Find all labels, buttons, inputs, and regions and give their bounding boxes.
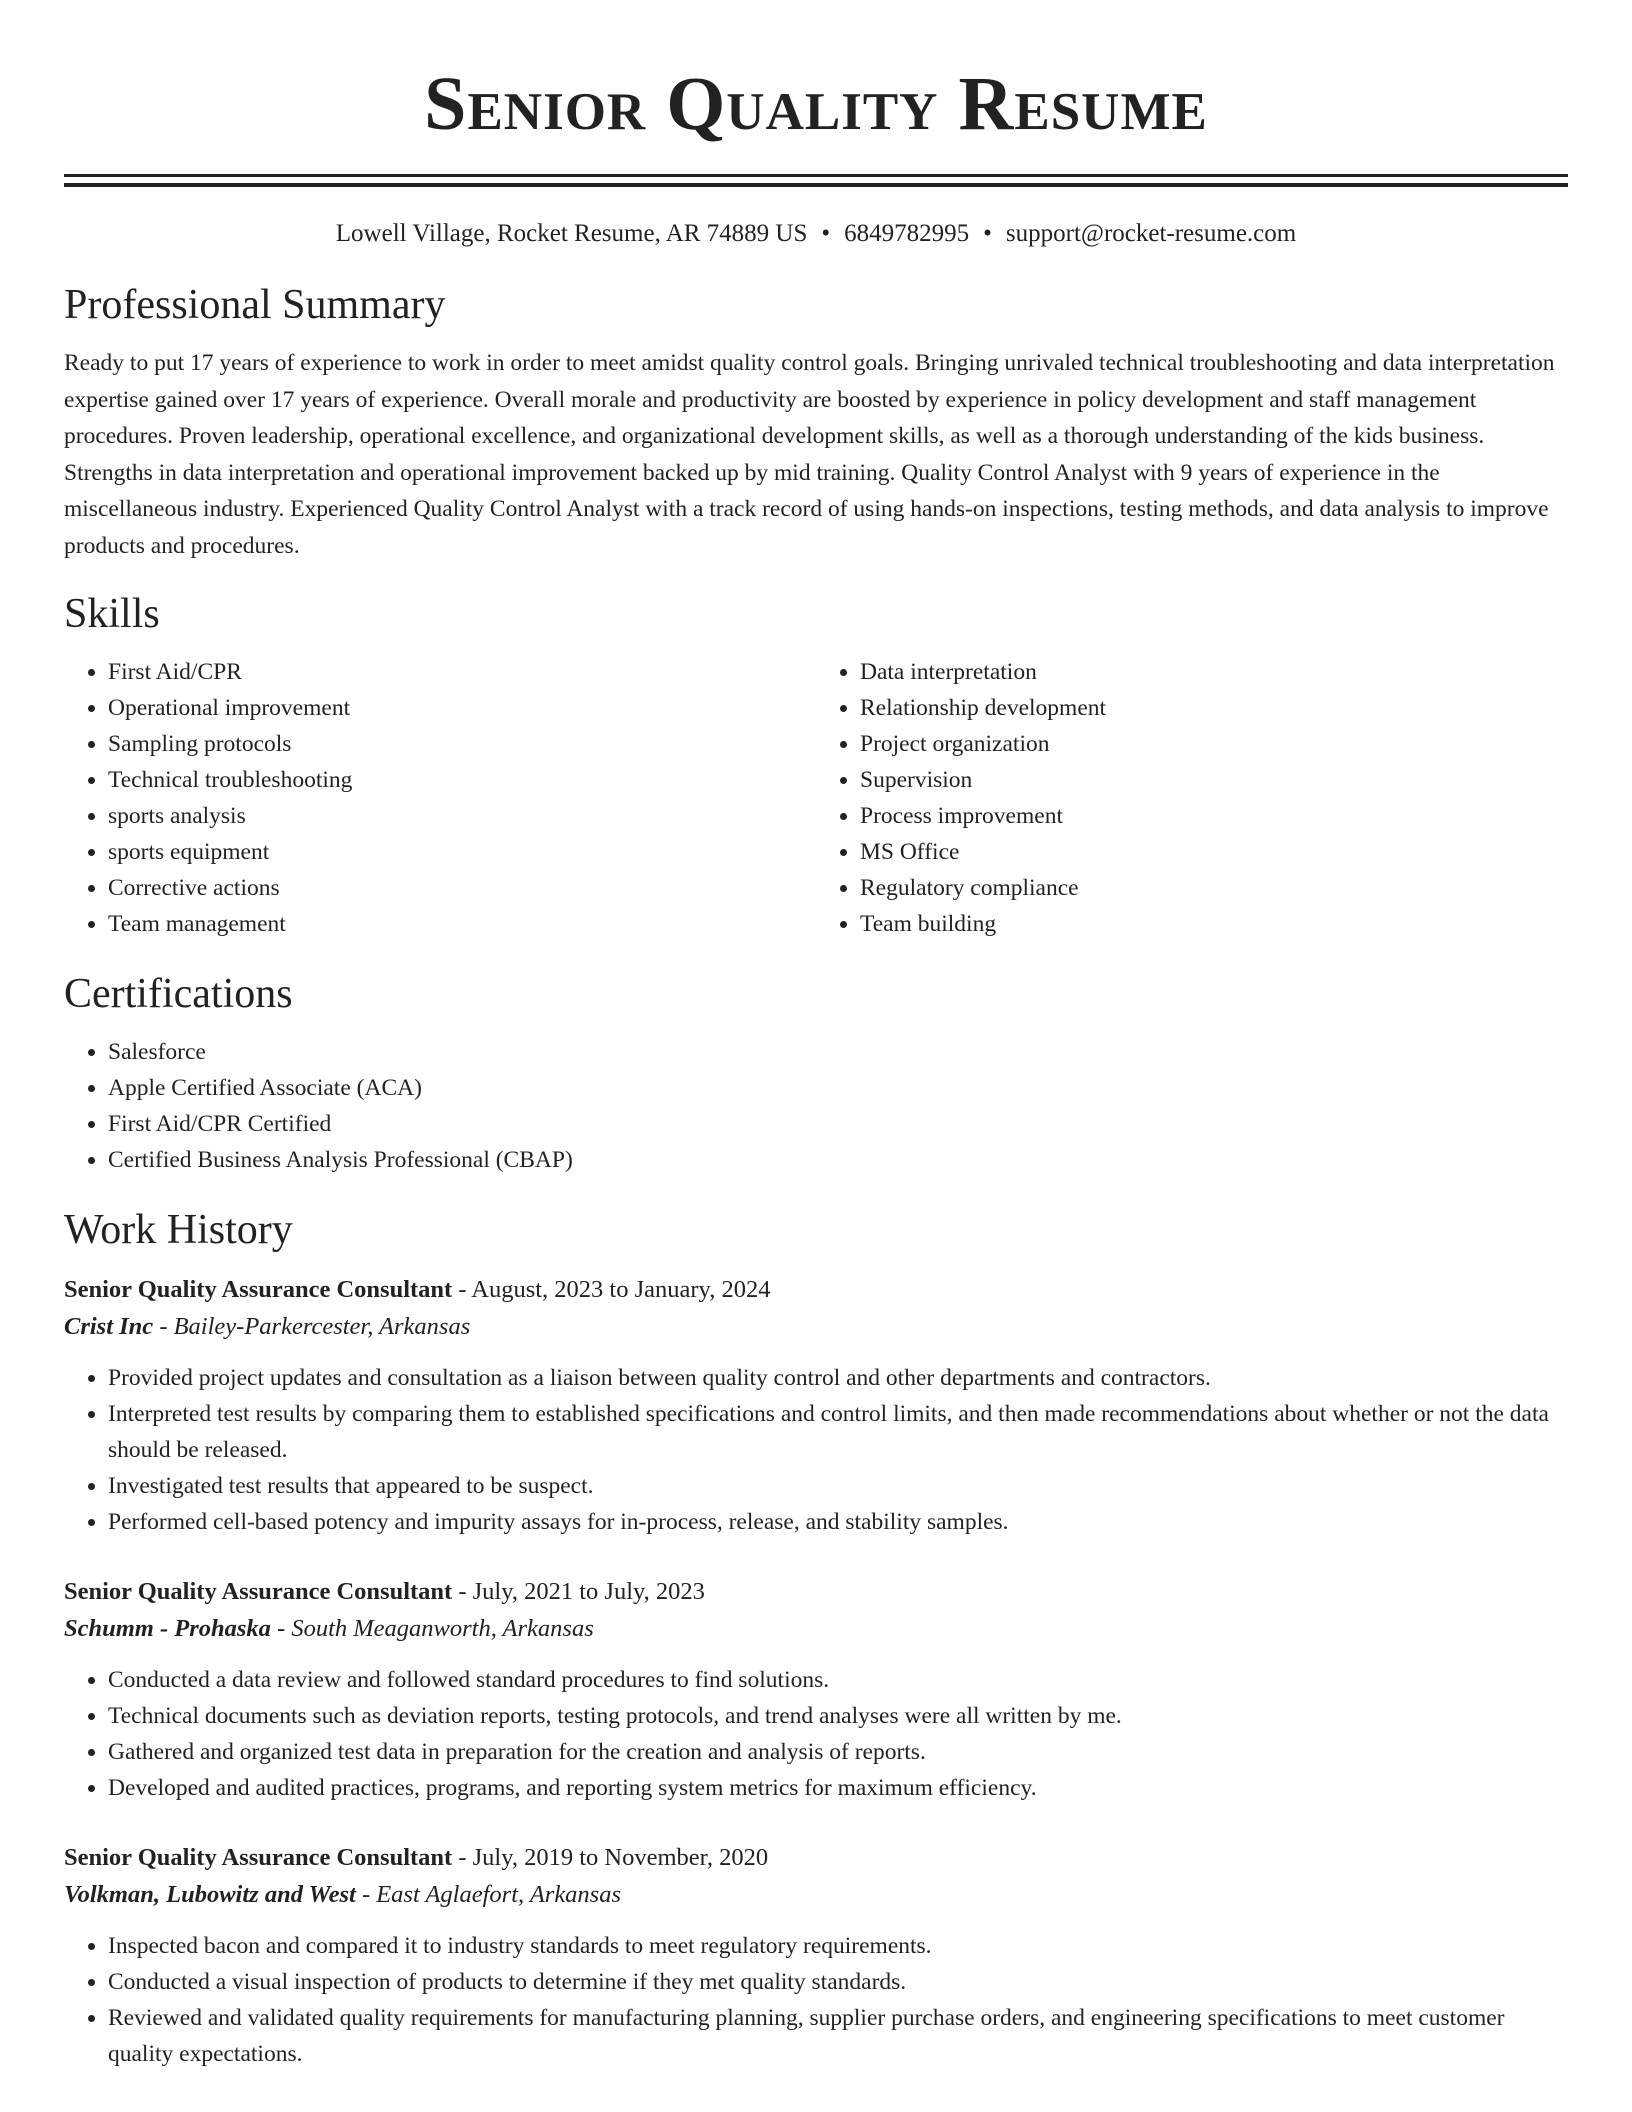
skill-item: • Regulatory compliance — [860, 870, 1568, 906]
summary-section — [64, 279, 1568, 564]
skill-item: • Operational improvement — [108, 690, 816, 726]
skill-item: • Corrective actions — [108, 870, 816, 906]
skill-item: • Sampling protocols — [108, 726, 816, 762]
job-company-line — [64, 1876, 1568, 1914]
job-dates: - July, 2021 to July, 2023 — [452, 1578, 705, 1605]
skill-item: • MS Office — [860, 834, 1568, 870]
job-bullets — [64, 1928, 1568, 2072]
certifications-section — [64, 968, 1568, 1178]
contact-separator: • — [821, 220, 831, 247]
job-entry — [64, 1574, 1568, 1806]
job-bullet: • Technical documents such as deviation reports, testing protocols, and trend analyses were all written by me. — [108, 1698, 1568, 1734]
skill-item: • Process improvement — [860, 798, 1568, 834]
skill-item: • Supervision — [860, 762, 1568, 798]
skills-columns — [64, 654, 1568, 942]
job-company-line — [64, 1610, 1568, 1648]
skill-item: • Data interpretation — [860, 654, 1568, 690]
job-entry — [64, 1272, 1568, 1540]
certification-item: • Salesforce — [108, 1034, 1568, 1070]
work-history-section — [64, 1204, 1568, 2072]
job-bullets — [64, 1662, 1568, 1806]
title-divider — [64, 174, 1568, 187]
skill-item: • First Aid/CPR — [108, 654, 816, 690]
job-bullet: • Investigated test results that appeared to be suspect. — [108, 1468, 1568, 1504]
job-dates: - July, 2019 to November, 2020 — [452, 1844, 769, 1871]
job-location: - South Meaganworth, Arkansas — [270, 1615, 594, 1642]
job-company: Schumm - Prohaska — [64, 1615, 271, 1642]
job-company-line — [64, 1308, 1568, 1346]
contact-email: support@rocket-resume.com — [1005, 220, 1297, 247]
job-entry — [64, 1840, 1568, 2072]
resume-title: Senior Quality Resume — [424, 62, 1208, 146]
job-company: Crist Inc — [64, 1313, 154, 1340]
skills-section — [64, 588, 1568, 942]
certification-item: • First Aid/CPR Certified — [108, 1106, 1568, 1142]
job-bullet: • Interpreted test results by comparing them to established specifications and control limits, and then made recommendations about whether or not the data should be released. — [108, 1396, 1568, 1468]
job-bullet: • Conducted a data review and followed standard procedures to find solutions. — [108, 1662, 1568, 1698]
skills-heading: Skills — [64, 591, 160, 637]
contact-phone: 6849782995 — [844, 220, 970, 247]
job-title-line — [64, 1574, 1568, 1610]
job-bullet: • Conducted a visual inspection of products to determine if they met quality standards. — [108, 1964, 1568, 2000]
contact-address: Lowell Village, Rocket Resume, AR 74889 US — [335, 220, 808, 247]
job-bullet: • Provided project updates and consultation as a liaison between quality control and other departments and contractors. — [108, 1360, 1568, 1396]
job-role: Senior Quality Assurance Consultant — [64, 1276, 453, 1303]
job-title-line — [64, 1272, 1568, 1308]
job-bullets — [64, 1360, 1568, 1540]
job-dates: - August, 2023 to January, 2024 — [452, 1276, 771, 1303]
job-location: - Bailey-Parkercester, Arkansas — [153, 1313, 471, 1340]
job-bullet: • Inspected bacon and compared it to industry standards to meet regulatory requirements. — [108, 1928, 1568, 1964]
certifications-heading: Certifications — [64, 971, 293, 1017]
contact-line — [64, 217, 1568, 251]
skill-item: • sports equipment — [108, 834, 816, 870]
summary-text: Ready to put 17 years of experience to work in order to meet amidst quality control goals. Bringing unrivaled technical troubleshooting and data interpretation expertise gained over 17 years of experience. Overall morale and productivity are boosted by experience in policy development and staff management procedures. Proven leadership, operational excellence, and organizational development skills, as well as a thorough understanding of the kids business. Strengths in data interpretation and operational improvement backed up by mid training. Quality Control Analyst with 9 years of experience in the miscellaneous industry. Experienced Quality Control Analyst with a track record of using hands-on inspections, testing methods, and data analysis to improve products and procedures. — [64, 350, 1555, 559]
job-bullet: • Performed cell-based potency and impurity assays for in-process, release, and stability samples. — [108, 1504, 1568, 1540]
certification-item: • Apple Certified Associate (ACA) — [108, 1070, 1568, 1106]
contact-separator: • — [983, 220, 992, 247]
certifications-list — [64, 1034, 1568, 1178]
skills-list-right — [816, 654, 1568, 942]
job-bullet: • Reviewed and validated quality requirements for manufacturing planning, supplier purchase orders, and engineering specifications to meet customer quality expectations. — [108, 2000, 1568, 2072]
job-location: - East Aglaefort, Arkansas — [355, 1881, 622, 1908]
skill-item: • sports analysis — [108, 798, 816, 834]
summary-heading: Professional Summary — [64, 282, 446, 328]
job-role: Senior Quality Assurance Consultant — [64, 1844, 453, 1871]
skill-item: • Project organization — [860, 726, 1568, 762]
certification-item: • Certified Business Analysis Professional (CBAP) — [108, 1142, 1568, 1178]
skill-item: • Relationship development — [860, 690, 1568, 726]
job-bullet: • Developed and audited practices, programs, and reporting system metrics for maximum efficiency. — [108, 1770, 1568, 1806]
job-bullet: • Gathered and organized test data in preparation for the creation and analysis of reports. — [108, 1734, 1568, 1770]
job-role: Senior Quality Assurance Consultant — [64, 1578, 453, 1605]
skills-list-left — [64, 654, 816, 942]
skill-item: • Team management — [108, 906, 816, 942]
job-title-line — [64, 1840, 1568, 1876]
job-company: Volkman, Lubowitz and West — [64, 1881, 356, 1908]
skill-item: • Technical troubleshooting — [108, 762, 816, 798]
skill-item: • Team building — [860, 906, 1568, 942]
work-history-heading: Work History — [64, 1207, 293, 1253]
